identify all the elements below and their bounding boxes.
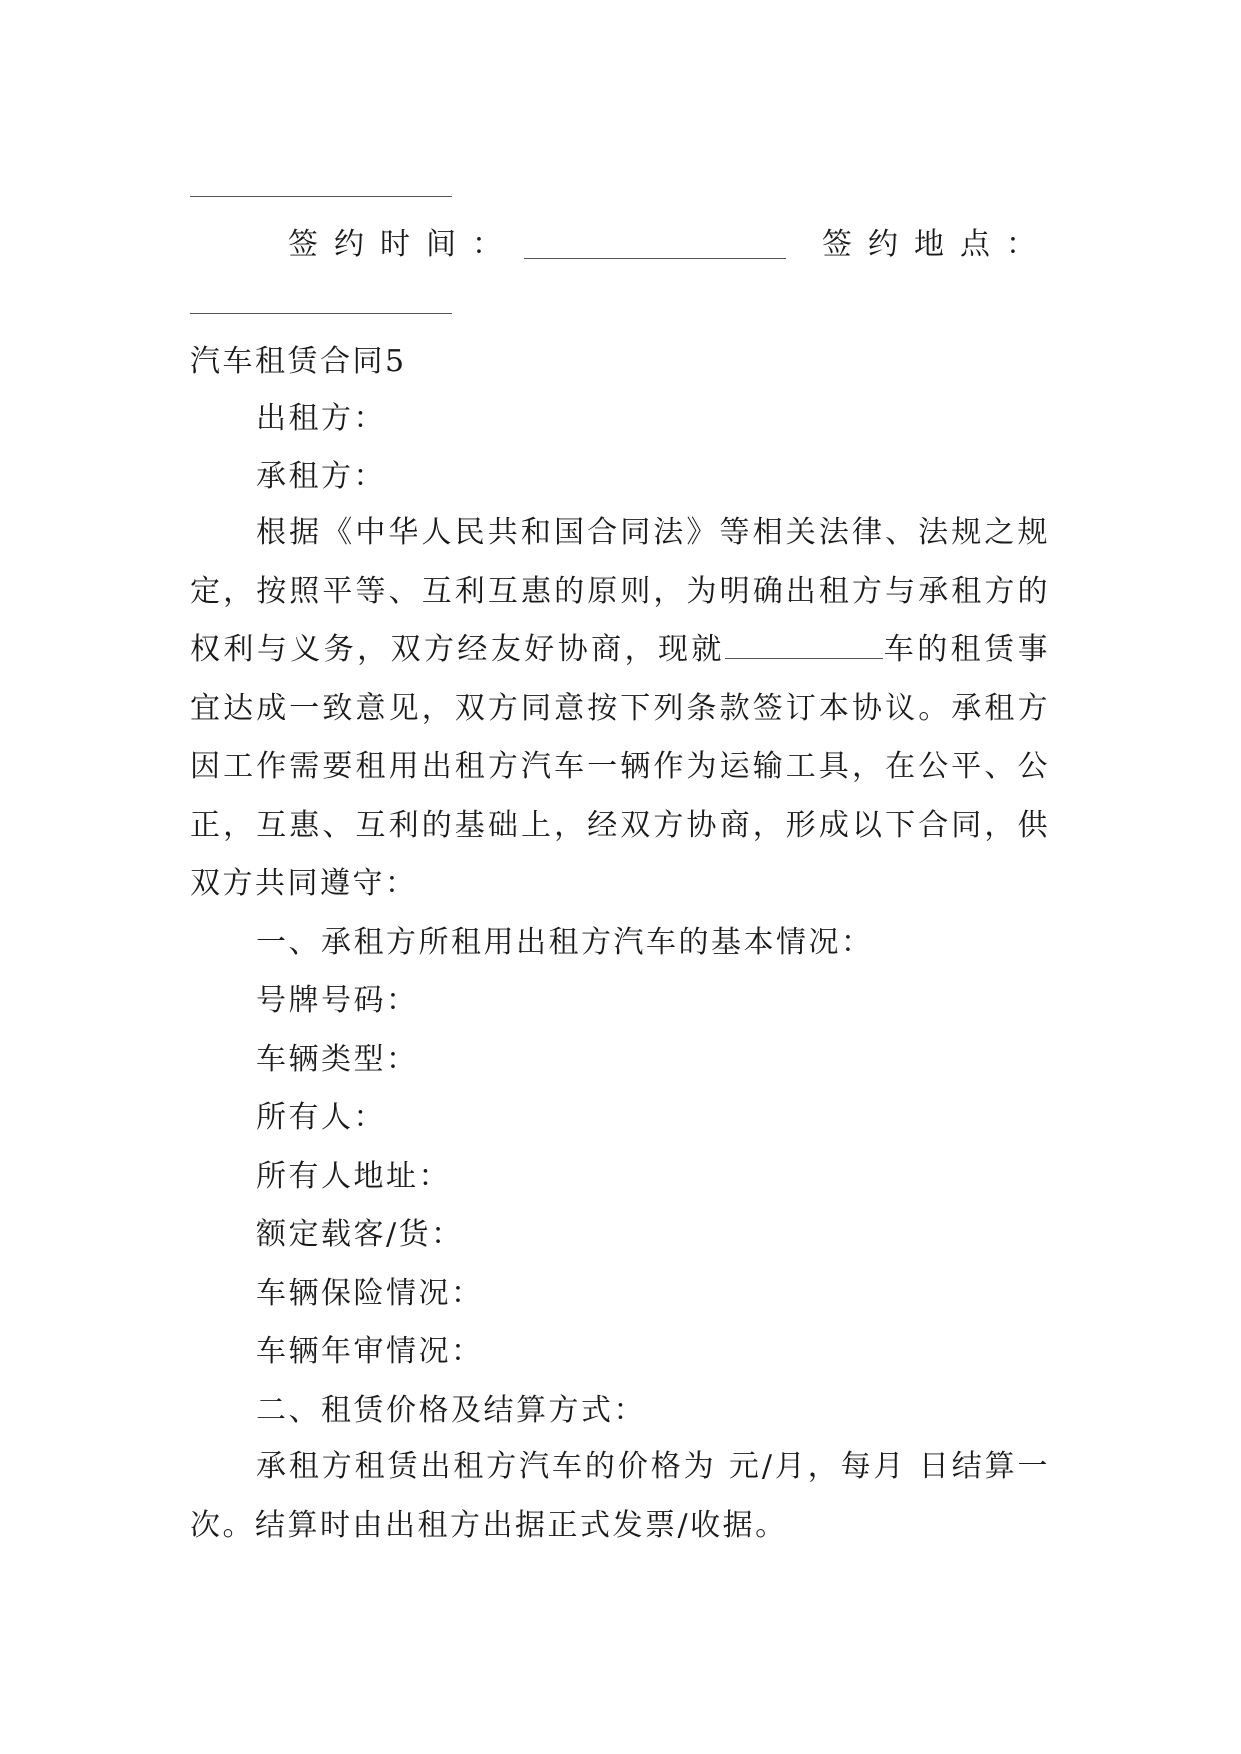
- signing-time-blank: [524, 258, 786, 259]
- section1-title: 一、承租方所租用出租方汽车的基本情况：: [256, 925, 874, 960]
- section2-title: 二、租赁价格及结算方式：: [256, 1393, 646, 1428]
- field-plate-number: 号牌号码：: [256, 983, 419, 1018]
- signing-place-blank: [190, 313, 452, 314]
- lessee-label: 承租方：: [256, 459, 386, 494]
- intro-paragraph: [190, 504, 1050, 914]
- contract-title: 汽车租赁合同5: [190, 344, 407, 379]
- field-insurance: 车辆保险情况：: [256, 1276, 484, 1311]
- signing-time-label: 签约时间：: [288, 227, 518, 262]
- signature-blank-top: [190, 196, 452, 197]
- lessor-label: 出租方：: [256, 401, 386, 436]
- intro-text-before-blank: 根据《中华人民共和国合同法》等相关法律、法规之规定，按照平等、互利互惠的原则，为明确出租方与承租方的权利与义务，双方经友好协商，现就: [190, 515, 1050, 667]
- field-rated-capacity: 额定载客/货：: [256, 1217, 464, 1252]
- field-owner-address: 所有人地址：: [256, 1159, 451, 1194]
- vehicle-blank: [725, 632, 883, 659]
- signing-place-label: 签约地点：: [822, 227, 1052, 262]
- intro-text-after-blank: 车的租赁事宜达成一致意见，双方同意按下列条款签订本协议。承租方因工作需要租用出租方汽车一辆作为运输工具，在公平、公正，互惠、互利的基础上，经双方协商，形成以下合同，供双方共同遵守：: [190, 632, 1051, 901]
- field-vehicle-type: 车辆类型：: [256, 1042, 419, 1077]
- field-annual-inspection: 车辆年审情况：: [256, 1334, 484, 1369]
- section2-paragraph: 承租方租赁出租方汽车的价格为 元/月，每月 日结算一次。结算时由出租方出据正式发票/收据。: [190, 1449, 1050, 1543]
- field-owner: 所有人：: [256, 1100, 386, 1135]
